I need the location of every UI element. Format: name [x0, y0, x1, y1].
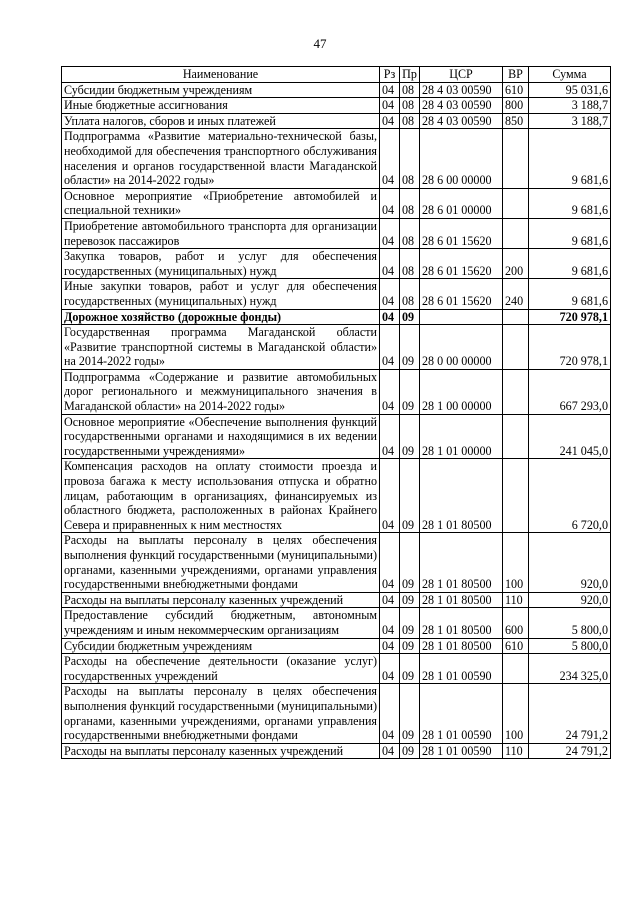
table-header-row: [62, 67, 611, 83]
cell-name: Компенсация расходов на оплату стоимости проезда и провоза багажа к месту использования отпуска и обратно лицам, работающим в организациях, финансируемых из областного бюджета, расположенных в районах Крайнего Севера и приравненных к ним местностях: [62, 459, 380, 533]
cell-rz: 04: [380, 459, 400, 533]
table-body: [62, 82, 611, 759]
cell-name: Подпрограмма «Содержание и развитие автомобильных дорог регионального и межмуниципального значения в Магаданской области» на 2014-2022 годы»: [62, 369, 380, 414]
cell-pr: 09: [400, 684, 420, 743]
cell-sum: 667 293,0: [529, 369, 611, 414]
cell-sum: 5 800,0: [529, 608, 611, 638]
cell-name: Основное мероприятие «Приобретение автомобилей и специальной техники»: [62, 188, 380, 218]
table-row: [62, 414, 611, 459]
cell-vr: 240: [503, 279, 529, 309]
header-sum: Сумма: [529, 67, 611, 83]
cell-name: Расходы на выплаты персоналу казенных учреждений: [62, 592, 380, 608]
cell-rz: 04: [380, 98, 400, 114]
cell-name: Расходы на выплаты персоналу казенных учреждений: [62, 743, 380, 759]
cell-sum: 720 978,1: [529, 325, 611, 370]
cell-pr: 08: [400, 82, 420, 98]
cell-rz: 04: [380, 309, 400, 325]
cell-name: Закупка товаров, работ и услуг для обеспечения государственных (муниципальных) нужд: [62, 249, 380, 279]
cell-sum: 920,0: [529, 592, 611, 608]
cell-vr: [503, 325, 529, 370]
cell-name: Иные бюджетные ассигнования: [62, 98, 380, 114]
cell-rz: 04: [380, 369, 400, 414]
cell-vr: [503, 188, 529, 218]
cell-rz: 04: [380, 414, 400, 459]
cell-pr: 09: [400, 459, 420, 533]
cell-name: Основное мероприятие «Обеспечение выполнения функций государственными органами и находящимися в их ведении государственными учреждениями»: [62, 414, 380, 459]
cell-sum: 24 791,2: [529, 743, 611, 759]
cell-sum: 3 188,7: [529, 98, 611, 114]
cell-csr: 28 1 01 00000: [420, 414, 503, 459]
cell-csr: 28 0 00 00000: [420, 325, 503, 370]
cell-sum: 920,0: [529, 533, 611, 592]
cell-pr: 08: [400, 249, 420, 279]
cell-rz: 04: [380, 592, 400, 608]
cell-vr: 100: [503, 533, 529, 592]
table-row: [62, 249, 611, 279]
cell-sum: 9 681,6: [529, 129, 611, 188]
cell-sum: 6 720,0: [529, 459, 611, 533]
cell-name: Уплата налогов, сборов и иных платежей: [62, 113, 380, 129]
cell-csr: 28 1 01 80500: [420, 638, 503, 654]
cell-csr: 28 6 01 15620: [420, 279, 503, 309]
table-row: [62, 638, 611, 654]
cell-pr: 08: [400, 113, 420, 129]
cell-name: Субсидии бюджетным учреждениям: [62, 638, 380, 654]
cell-csr: [420, 309, 503, 325]
table-row: [62, 592, 611, 608]
cell-rz: 04: [380, 82, 400, 98]
table-row: [62, 369, 611, 414]
header-name: Наименование: [62, 67, 380, 83]
cell-pr: 08: [400, 279, 420, 309]
cell-csr: 28 1 01 80500: [420, 592, 503, 608]
cell-sum: 241 045,0: [529, 414, 611, 459]
budget-table: [61, 66, 611, 759]
cell-csr: 28 1 01 00590: [420, 684, 503, 743]
cell-name: Иные закупки товаров, работ и услуг для обеспечения государственных (муниципальных) нужд: [62, 279, 380, 309]
cell-sum: 9 681,6: [529, 188, 611, 218]
cell-vr: [503, 654, 529, 684]
cell-csr: 28 4 03 00590: [420, 113, 503, 129]
cell-rz: 04: [380, 638, 400, 654]
cell-pr: 08: [400, 129, 420, 188]
cell-vr: 110: [503, 592, 529, 608]
table-row: [62, 325, 611, 370]
cell-pr: 09: [400, 638, 420, 654]
cell-csr: 28 6 00 00000: [420, 129, 503, 188]
cell-vr: 110: [503, 743, 529, 759]
table-row: [62, 309, 611, 325]
cell-sum: 234 325,0: [529, 654, 611, 684]
table-row: [62, 98, 611, 114]
cell-pr: 08: [400, 188, 420, 218]
table-row: [62, 608, 611, 638]
cell-sum: 5 800,0: [529, 638, 611, 654]
cell-rz: 04: [380, 279, 400, 309]
cell-name: Приобретение автомобильного транспорта для организации перевозок пассажиров: [62, 218, 380, 248]
cell-rz: 04: [380, 608, 400, 638]
cell-csr: 28 1 00 00000: [420, 369, 503, 414]
table-row: [62, 82, 611, 98]
cell-vr: [503, 459, 529, 533]
table-row: [62, 533, 611, 592]
cell-sum: 95 031,6: [529, 82, 611, 98]
cell-sum: 9 681,6: [529, 218, 611, 248]
cell-vr: [503, 309, 529, 325]
cell-rz: 04: [380, 113, 400, 129]
cell-vr: 200: [503, 249, 529, 279]
cell-csr: 28 4 03 00590: [420, 82, 503, 98]
cell-csr: 28 1 01 80500: [420, 459, 503, 533]
cell-name: Дорожное хозяйство (дорожные фонды): [62, 309, 380, 325]
cell-rz: 04: [380, 325, 400, 370]
cell-pr: 09: [400, 654, 420, 684]
cell-vr: 800: [503, 98, 529, 114]
cell-rz: 04: [380, 188, 400, 218]
cell-name: Расходы на выплаты персоналу в целях обеспечения выполнения функций государственными (муниципальными) органами, казенными учреждениями, органами управления государственными внебюджетными фондами: [62, 684, 380, 743]
cell-pr: 09: [400, 325, 420, 370]
cell-csr: 28 1 01 80500: [420, 608, 503, 638]
cell-csr: 28 1 01 00590: [420, 654, 503, 684]
table-row: [62, 654, 611, 684]
cell-name: Предоставление субсидий бюджетным, автономным учреждениям и иным некоммерческим организациям: [62, 608, 380, 638]
cell-sum: 24 791,2: [529, 684, 611, 743]
cell-vr: [503, 129, 529, 188]
cell-rz: 04: [380, 533, 400, 592]
cell-sum: 9 681,6: [529, 279, 611, 309]
cell-sum: 9 681,6: [529, 249, 611, 279]
table-row: [62, 129, 611, 188]
cell-pr: 09: [400, 592, 420, 608]
table-row: [62, 743, 611, 759]
cell-csr: 28 1 01 80500: [420, 533, 503, 592]
cell-rz: 04: [380, 654, 400, 684]
table-row: [62, 459, 611, 533]
cell-name: Подпрограмма «Развитие материально-технической базы, необходимой для обеспечения транспортного обслуживания населения и органов государственной власти Магаданской области» на 2014-2022 годы»: [62, 129, 380, 188]
cell-vr: 850: [503, 113, 529, 129]
cell-pr: 09: [400, 414, 420, 459]
cell-name: Государственная программа Магаданской области «Развитие транспортной системы в Магаданской области» на 2014-2022 годы»: [62, 325, 380, 370]
cell-rz: 04: [380, 129, 400, 188]
header-vr: ВР: [503, 67, 529, 83]
cell-csr: 28 6 01 15620: [420, 249, 503, 279]
cell-vr: [503, 369, 529, 414]
header-rz: Рз: [380, 67, 400, 83]
cell-pr: 09: [400, 309, 420, 325]
cell-sum: 720 978,1: [529, 309, 611, 325]
cell-name: Расходы на выплаты персоналу в целях обеспечения выполнения функций государственными (муниципальными) органами, казенными учреждениями, органами управления государственными внебюджетными фондами: [62, 533, 380, 592]
cell-sum: 3 188,7: [529, 113, 611, 129]
header-pr: Пр: [400, 67, 420, 83]
header-csr: ЦСР: [420, 67, 503, 83]
cell-pr: 09: [400, 533, 420, 592]
cell-rz: 04: [380, 218, 400, 248]
table-row: [62, 279, 611, 309]
cell-pr: 08: [400, 218, 420, 248]
table-row: [62, 218, 611, 248]
cell-pr: 09: [400, 369, 420, 414]
cell-vr: [503, 414, 529, 459]
cell-pr: 09: [400, 608, 420, 638]
cell-rz: 04: [380, 743, 400, 759]
cell-csr: 28 4 03 00590: [420, 98, 503, 114]
cell-csr: 28 6 01 15620: [420, 218, 503, 248]
cell-pr: 08: [400, 98, 420, 114]
cell-csr: 28 1 01 00590: [420, 743, 503, 759]
cell-vr: 610: [503, 82, 529, 98]
cell-vr: [503, 218, 529, 248]
page-number: 47: [313, 36, 327, 51]
cell-pr: 09: [400, 743, 420, 759]
table-row: [62, 113, 611, 129]
cell-name: Расходы на обеспечение деятельности (оказание услуг) государственных учреждений: [62, 654, 380, 684]
table-row: [62, 684, 611, 743]
cell-rz: 04: [380, 249, 400, 279]
cell-rz: 04: [380, 684, 400, 743]
cell-name: Субсидии бюджетным учреждениям: [62, 82, 380, 98]
table-row: [62, 188, 611, 218]
cell-csr: 28 6 01 00000: [420, 188, 503, 218]
cell-vr: 100: [503, 684, 529, 743]
cell-vr: 600: [503, 608, 529, 638]
cell-vr: 610: [503, 638, 529, 654]
